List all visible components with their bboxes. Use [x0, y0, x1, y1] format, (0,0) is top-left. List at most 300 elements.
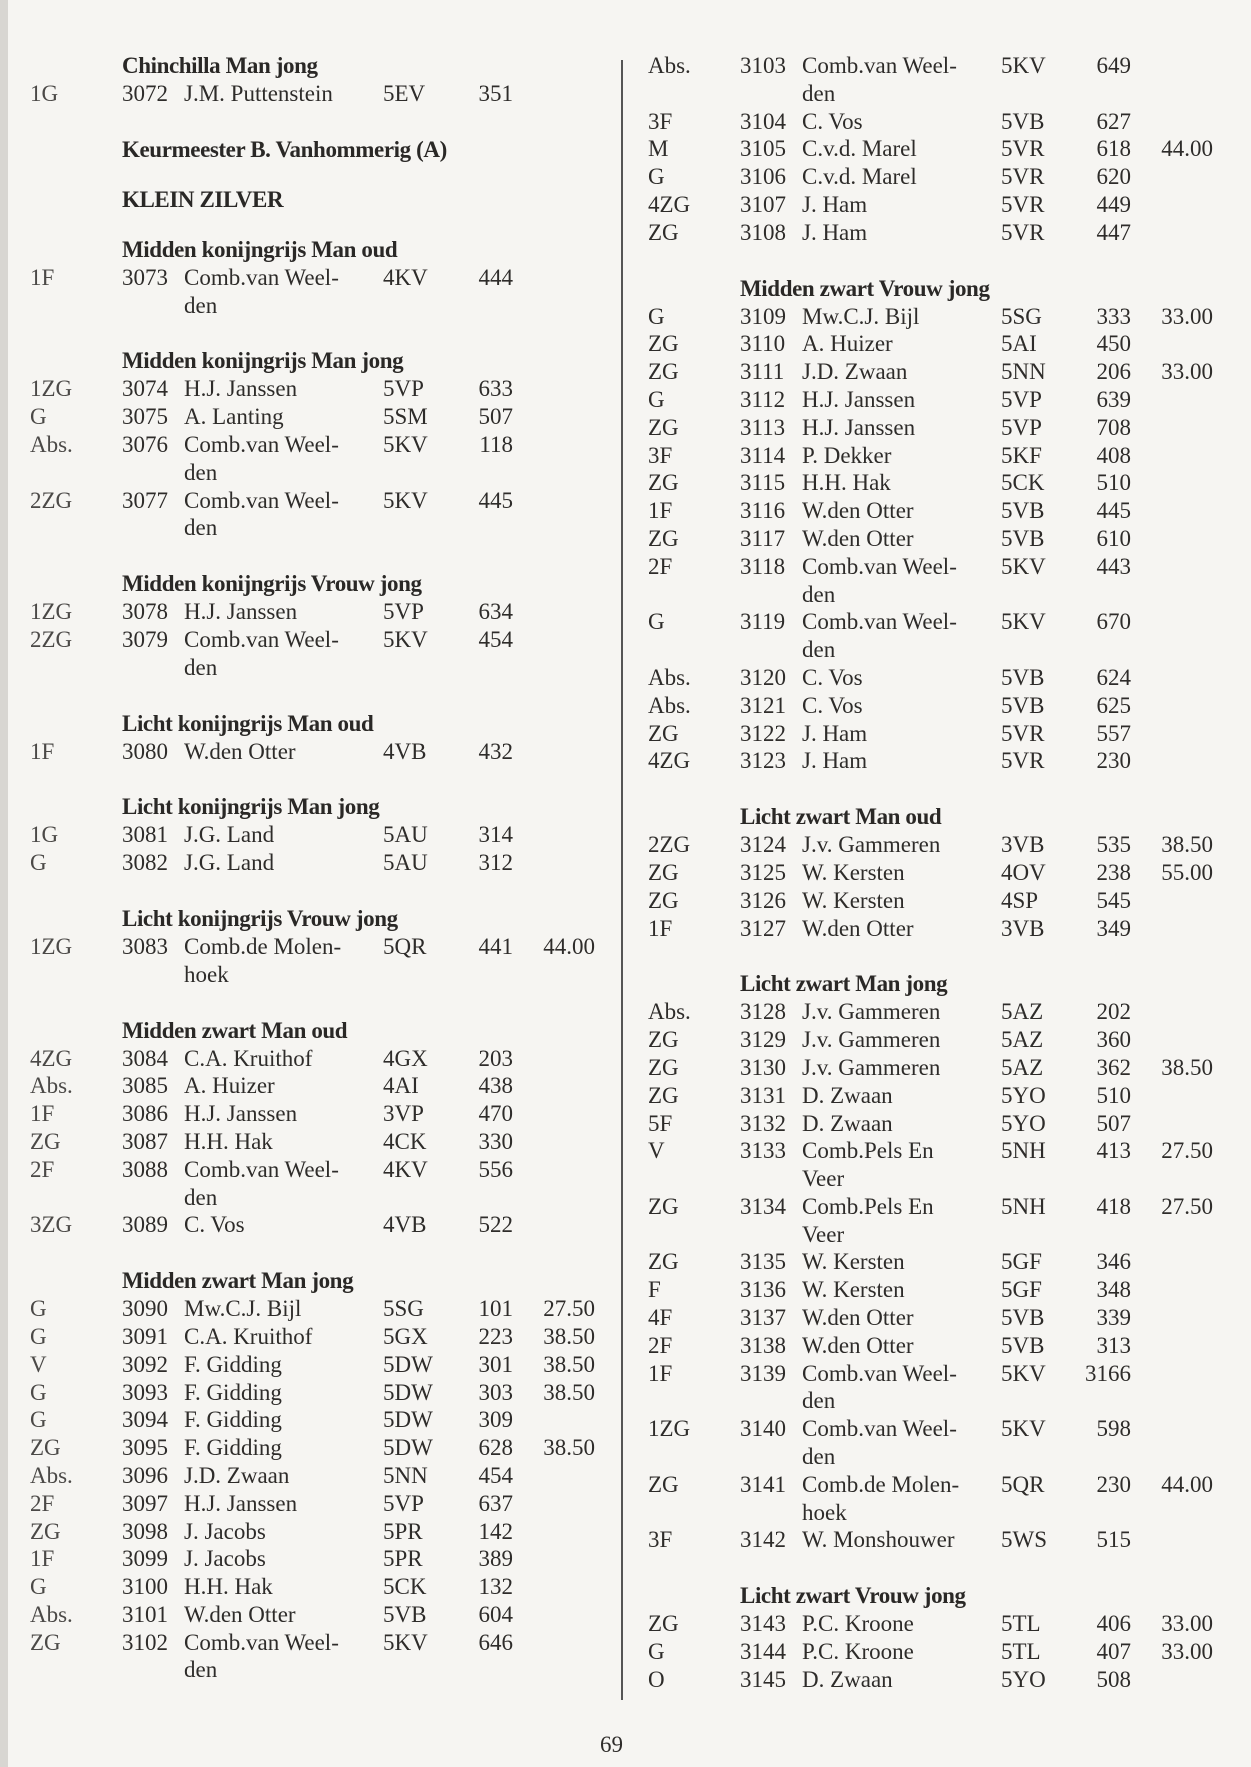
exhibitor-name-cell: Comb.de Molen-	[184, 933, 342, 959]
entry-row	[648, 191, 1238, 219]
entry-row	[648, 1193, 1238, 1221]
entry-number-cell: 3130	[740, 1054, 786, 1080]
ring-code-cell: 5DW	[383, 1435, 433, 1461]
breed-section	[648, 1582, 1238, 1693]
ring-code-cell: 5YO	[1001, 1082, 1046, 1108]
award-cell: G	[648, 303, 665, 329]
entry-number-cell: 3088	[122, 1156, 168, 1182]
price-cell	[1131, 1332, 1213, 1360]
exhibitor-name-cell: J. Ham	[802, 191, 868, 217]
entry-row	[648, 553, 1238, 581]
section-heading: Midden zwart Man oud	[122, 1017, 348, 1043]
left-column	[30, 52, 620, 1712]
entry-number-cell: 3096	[122, 1462, 168, 1488]
price-cell: 38.50	[543, 1323, 595, 1349]
cage-number-cell: 203	[478, 1045, 513, 1071]
price-cell	[1131, 1026, 1213, 1054]
entry-row	[648, 1082, 1238, 1110]
entry-row	[648, 525, 1238, 553]
award-cell: ZG	[648, 359, 679, 385]
award-cell: 1F	[30, 264, 55, 290]
ring-code-cell: 5WS	[1001, 1527, 1047, 1553]
price-cell	[1131, 414, 1213, 442]
section-heading: Midden zwart Vrouw jong	[740, 275, 990, 301]
cage-number-cell: 637	[478, 1490, 513, 1516]
entry-row	[648, 442, 1238, 470]
name-continuation: den	[802, 1444, 836, 1470]
entry-number-cell: 3145	[740, 1666, 786, 1692]
exhibitor-name-cell: J. Jacobs	[184, 1518, 266, 1544]
ring-code-cell: 5KV	[383, 431, 428, 457]
ring-code-cell: 5EV	[383, 81, 426, 106]
entry-row	[648, 887, 1238, 915]
award-cell: F	[648, 1277, 661, 1303]
exhibitor-name-cell: C. Vos	[802, 664, 863, 690]
entry-number-cell: 3138	[740, 1332, 786, 1358]
cage-number-cell: 507	[478, 404, 513, 430]
award-cell: 2ZG	[30, 626, 73, 652]
cage-number-cell: 510	[1096, 470, 1131, 496]
ring-code-cell: 5TL	[1001, 1611, 1041, 1637]
judge-title: KLEIN ZILVER	[122, 186, 284, 212]
ring-code-cell: 4SP	[1001, 887, 1039, 913]
price-cell	[1131, 163, 1213, 191]
entry-row	[648, 1415, 1238, 1443]
cage-number-cell: 535	[1096, 832, 1131, 858]
award-cell: ZG	[648, 859, 679, 885]
entry-row	[30, 1045, 620, 1073]
price-cell	[1131, 442, 1213, 470]
exhibitor-name-cell: C.A. Kruithof	[184, 1045, 313, 1071]
cage-number-cell: 346	[1096, 1249, 1131, 1275]
section-heading: Chinchilla Man jong	[122, 53, 318, 78]
cage-number-cell: 445	[1096, 498, 1131, 524]
entry-row	[648, 747, 1238, 775]
name-continuation: hoek	[802, 1499, 847, 1525]
cage-number-cell: 624	[1096, 664, 1131, 690]
section-heading: Licht zwart Man oud	[740, 804, 942, 830]
price-cell: 38.50	[543, 1435, 595, 1461]
entry-number-cell: 3094	[122, 1407, 168, 1433]
exhibitor-name-cell: J.D. Zwaan	[802, 359, 908, 385]
exhibitor-name-cell: Comb.van Weel-	[184, 431, 339, 457]
price-cell	[513, 821, 595, 849]
entry-number-cell: 3118	[740, 553, 786, 579]
entry-row	[30, 1406, 620, 1434]
judge-title: Keurmeester B. Vanhommerig (A)	[122, 136, 447, 162]
entry-row	[648, 692, 1238, 720]
exhibitor-name-cell: H.J. Janssen	[184, 1101, 298, 1127]
section-heading: Midden zwart Man jong	[122, 1268, 354, 1294]
entry-row	[648, 497, 1238, 525]
cage-number-cell: 445	[478, 487, 513, 513]
cage-number-cell: 407	[1096, 1639, 1131, 1665]
exhibitor-name-cell: D. Zwaan	[802, 1666, 893, 1692]
price-cell: 27.50	[1161, 1138, 1213, 1164]
award-cell: G	[30, 1296, 47, 1322]
ring-code-cell: 5VP	[383, 376, 424, 402]
cage-number-cell: 351	[478, 81, 513, 106]
exhibitor-name-cell: W. Monshouwer	[802, 1527, 955, 1553]
price-cell: 44.00	[1161, 1471, 1213, 1497]
name-continuation: den	[184, 292, 218, 318]
exhibitor-name-cell: H.H. Hak	[802, 470, 891, 496]
award-cell: ZG	[30, 1128, 61, 1154]
cage-number-cell: 620	[1096, 164, 1131, 190]
name-continuation: den	[802, 581, 836, 607]
entry-row	[30, 1518, 620, 1546]
award-cell: 1G	[30, 822, 59, 848]
cage-number-cell: 313	[1096, 1332, 1131, 1358]
entry-row	[648, 1360, 1238, 1388]
entry-row	[30, 1128, 620, 1156]
entry-row	[648, 386, 1238, 414]
price-cell	[513, 1406, 595, 1434]
price-cell	[513, 264, 595, 292]
price-cell	[513, 80, 595, 108]
name-continuation: den	[184, 654, 218, 680]
award-cell: ZG	[648, 470, 679, 496]
price-cell	[513, 1072, 595, 1100]
cage-number-cell: 449	[1096, 191, 1131, 217]
award-cell: G	[648, 609, 665, 635]
ring-code-cell: 5PR	[383, 1518, 423, 1544]
cage-number-cell: 454	[478, 1462, 513, 1488]
price-cell	[513, 1629, 595, 1657]
entry-number-cell: 3109	[740, 303, 786, 329]
price-cell	[513, 1045, 595, 1073]
entry-number-cell: 3085	[122, 1073, 168, 1099]
entry-number-cell: 3129	[740, 1027, 786, 1053]
award-cell: 1F	[648, 1360, 673, 1386]
ring-code-cell: 5KV	[1001, 1360, 1046, 1386]
exhibitor-name-cell: W. Kersten	[802, 859, 905, 885]
award-cell: G	[30, 1574, 47, 1600]
ring-code-cell: 5QR	[383, 933, 427, 959]
entry-row	[648, 414, 1238, 442]
ring-code-cell: 5AI	[1001, 331, 1037, 357]
entry-row	[30, 403, 620, 431]
exhibitor-name-cell: J.G. Land	[184, 822, 275, 848]
entry-number-cell: 3090	[122, 1296, 168, 1322]
name-continuation: den	[802, 1388, 836, 1414]
cage-number-cell: 454	[478, 626, 513, 652]
price-cell	[513, 738, 595, 766]
price-cell	[1131, 720, 1213, 748]
ring-code-cell: 4VB	[383, 1212, 427, 1238]
ring-code-cell: 5KF	[1001, 442, 1042, 468]
entry-number-cell: 3093	[122, 1379, 168, 1405]
award-cell: 2F	[648, 1332, 673, 1358]
ring-code-cell: 5KV	[383, 626, 428, 652]
entry-row	[648, 859, 1238, 887]
award-cell: 1F	[30, 738, 55, 764]
cage-number-cell: 633	[478, 376, 513, 402]
entry-row	[30, 1072, 620, 1100]
cage-number-cell: 339	[1096, 1305, 1131, 1331]
exhibitor-name-cell: W. Kersten	[802, 887, 905, 913]
award-cell: 4ZG	[30, 1045, 73, 1071]
award-cell: 1G	[30, 81, 59, 106]
entry-row	[648, 1026, 1238, 1054]
entry-number-cell: 3113	[740, 414, 786, 440]
ring-code-cell: 5VB	[383, 1601, 427, 1627]
entry-row	[648, 135, 1238, 163]
exhibitor-name-cell: Comb.Pels En	[802, 1193, 934, 1219]
right-column	[648, 52, 1238, 1722]
award-cell: Abs.	[30, 1601, 73, 1627]
cage-number-cell: 333	[1096, 303, 1131, 329]
price-cell	[513, 1128, 595, 1156]
name-continuation: den	[184, 1657, 218, 1683]
entry-number-cell: 3091	[122, 1323, 168, 1349]
exhibitor-name-cell: Comb.van Weel-	[184, 487, 339, 513]
price-cell	[513, 1211, 595, 1239]
award-cell: G	[30, 1323, 47, 1349]
cage-number-cell: 610	[1096, 525, 1131, 551]
award-cell: 5F	[648, 1110, 673, 1136]
entry-number-cell: 3100	[122, 1574, 168, 1600]
price-cell	[513, 403, 595, 431]
cage-number-cell: 522	[478, 1212, 513, 1238]
breed-section	[30, 1017, 620, 1240]
exhibitor-name-cell: J.v. Gammeren	[802, 1054, 941, 1080]
entry-row	[30, 1295, 620, 1323]
entry-number-cell: 3103	[740, 53, 786, 78]
entry-number-cell: 3126	[740, 887, 786, 913]
cage-number-cell: 444	[478, 264, 513, 290]
entry-number-cell: 3082	[122, 850, 168, 876]
award-cell: Abs.	[648, 664, 691, 690]
award-cell: V	[648, 1138, 665, 1164]
award-cell: Abs.	[30, 431, 73, 457]
entry-row	[648, 1248, 1238, 1276]
price-cell: 38.50	[1161, 832, 1213, 858]
entry-number-cell: 3122	[740, 720, 786, 746]
entry-row	[30, 1545, 620, 1573]
ring-code-cell: 5VB	[1001, 664, 1045, 690]
entry-number-cell: 3076	[122, 431, 168, 457]
exhibitor-name-cell: P. Dekker	[802, 442, 892, 468]
exhibitor-name-cell: J.v. Gammeren	[802, 999, 941, 1025]
entry-row	[30, 1351, 620, 1379]
exhibitor-name-cell: C. Vos	[184, 1212, 245, 1238]
exhibitor-name-cell: H.J. Janssen	[184, 599, 298, 625]
ring-code-cell: 5NN	[383, 1462, 428, 1488]
price-cell	[1131, 1526, 1213, 1554]
entry-row	[648, 1304, 1238, 1332]
price-cell: 33.00	[1161, 359, 1213, 385]
entry-number-cell: 3106	[740, 164, 786, 190]
entry-number-cell: 3144	[740, 1639, 786, 1665]
exhibitor-name-cell: A. Huizer	[184, 1073, 275, 1099]
entry-number-cell: 3087	[122, 1128, 168, 1154]
ring-code-cell: 5NH	[1001, 1193, 1046, 1219]
ring-code-cell: 5YO	[1001, 1110, 1046, 1136]
cage-number-cell: 627	[1096, 108, 1131, 134]
award-cell: Abs.	[648, 53, 691, 78]
ring-code-cell: 5DW	[383, 1407, 433, 1433]
award-cell: 2ZG	[648, 832, 691, 858]
entry-row	[30, 1573, 620, 1601]
entry-row	[648, 52, 1238, 80]
exhibitor-name-cell: C.A. Kruithof	[184, 1323, 313, 1349]
price-cell: 38.50	[543, 1351, 595, 1377]
entry-row	[648, 1471, 1238, 1499]
exhibitor-name-cell: W. Kersten	[802, 1277, 905, 1303]
cage-number-cell: 3166	[1085, 1360, 1131, 1386]
exhibitor-name-cell: W. Kersten	[802, 1249, 905, 1275]
entry-number-cell: 3107	[740, 191, 786, 217]
entry-row	[30, 487, 620, 515]
ring-code-cell: 5TL	[1001, 1639, 1041, 1665]
breed-section	[30, 793, 620, 877]
price-cell	[1131, 525, 1213, 553]
ring-code-cell: 4CK	[383, 1128, 427, 1154]
cage-number-cell: 101	[478, 1296, 513, 1322]
entry-number-cell: 3075	[122, 404, 168, 430]
award-cell: G	[648, 164, 665, 190]
entry-row	[648, 219, 1238, 247]
exhibitor-name-cell: Comb.van Weel-	[802, 609, 957, 635]
entry-row	[30, 821, 620, 849]
award-cell: V	[30, 1351, 47, 1377]
exhibitor-name-cell: A. Lanting	[184, 404, 284, 430]
entry-row	[648, 1054, 1238, 1082]
exhibitor-name-cell: W.den Otter	[802, 525, 914, 551]
price-cell: 33.00	[1161, 303, 1213, 329]
entry-row	[30, 626, 620, 654]
exhibitor-name-cell: Comb.van Weel-	[184, 626, 339, 652]
award-cell: 1ZG	[30, 599, 73, 625]
ring-code-cell: 5SM	[383, 404, 428, 430]
entry-row	[648, 831, 1238, 859]
exhibitor-name-cell: J.M. Puttenstein	[184, 81, 333, 106]
exhibitor-name-cell: J. Ham	[802, 748, 868, 774]
breed-section	[648, 52, 1238, 247]
section-heading: Midden konijngrijs Man jong	[122, 348, 404, 374]
ring-code-cell: 5VB	[1001, 1332, 1045, 1358]
award-cell: G	[30, 850, 47, 876]
entry-number-cell: 3139	[740, 1360, 786, 1386]
entry-number-cell: 3125	[740, 859, 786, 885]
price-cell: 44.00	[1161, 136, 1213, 162]
ring-code-cell: 5CK	[383, 1574, 427, 1600]
entry-number-cell: 3098	[122, 1518, 168, 1544]
entry-row	[30, 1490, 620, 1518]
entry-row	[30, 1629, 620, 1657]
entry-number-cell: 3099	[122, 1546, 168, 1572]
price-cell	[513, 1545, 595, 1573]
breed-section	[30, 570, 620, 681]
entry-row	[30, 1462, 620, 1490]
entry-number-cell: 3127	[740, 915, 786, 941]
price-cell	[1131, 887, 1213, 915]
entry-row	[648, 108, 1238, 136]
entry-row	[648, 720, 1238, 748]
ring-code-cell: 4KV	[383, 1156, 428, 1182]
exhibitor-name-cell: J.v. Gammeren	[802, 832, 941, 858]
ring-code-cell: 5AZ	[1001, 1054, 1044, 1080]
entry-number-cell: 3137	[740, 1305, 786, 1331]
section-heading: Midden konijngrijs Vrouw jong	[122, 571, 422, 597]
price-cell	[513, 1156, 595, 1184]
entry-row	[30, 933, 620, 961]
award-cell: ZG	[648, 1471, 679, 1497]
ring-code-cell: 5SG	[1001, 303, 1042, 329]
column-divider	[621, 60, 623, 1700]
entry-row	[30, 80, 620, 108]
entry-number-cell: 3086	[122, 1101, 168, 1127]
award-cell: Abs.	[30, 1462, 73, 1488]
ring-code-cell: 5VB	[1001, 108, 1045, 134]
entry-row	[30, 431, 620, 459]
award-cell: M	[648, 136, 669, 162]
exhibitor-name-cell: Mw.C.J. Bijl	[802, 303, 920, 329]
exhibitor-name-cell: W.den Otter	[802, 498, 914, 524]
name-continuation: hoek	[184, 961, 229, 987]
exhibitor-name-cell: J. Ham	[802, 219, 868, 245]
entry-number-cell: 3135	[740, 1249, 786, 1275]
entry-number-cell: 3140	[740, 1416, 786, 1442]
breed-section	[30, 347, 620, 542]
award-cell: G	[648, 1639, 665, 1665]
award-cell: G	[648, 386, 665, 412]
exhibitor-name-cell: J.v. Gammeren	[802, 1027, 941, 1053]
award-cell: 4ZG	[648, 748, 691, 774]
exhibitor-name-cell: Comb.van Weel-	[184, 1156, 339, 1182]
award-cell: ZG	[648, 1193, 679, 1219]
price-cell	[1131, 998, 1213, 1026]
entry-row	[648, 469, 1238, 497]
entry-row	[648, 1526, 1238, 1554]
entry-number-cell: 3095	[122, 1435, 168, 1461]
ring-code-cell: 5QR	[1001, 1471, 1045, 1497]
price-cell: 38.50	[1161, 1054, 1213, 1080]
price-cell: 44.00	[543, 933, 595, 959]
price-cell	[1131, 553, 1213, 581]
entry-number-cell: 3116	[740, 498, 786, 524]
award-cell: ZG	[648, 1027, 679, 1053]
ring-code-cell: 4AI	[383, 1073, 419, 1099]
cage-number-cell: 360	[1096, 1027, 1131, 1053]
price-cell	[513, 1518, 595, 1546]
price-cell: 27.50	[1161, 1193, 1213, 1219]
award-cell: 2ZG	[30, 487, 73, 513]
cage-number-cell: 301	[478, 1351, 513, 1377]
award-cell: 2F	[30, 1490, 55, 1516]
ring-code-cell: 5KV	[383, 1629, 428, 1655]
exhibitor-name-cell: J. Jacobs	[184, 1546, 266, 1572]
ring-code-cell: 5GX	[383, 1323, 428, 1349]
cage-number-cell: 708	[1096, 414, 1131, 440]
cage-number-cell: 202	[1096, 999, 1131, 1025]
ring-code-cell: 5VB	[1001, 692, 1045, 718]
cage-number-cell: 598	[1096, 1416, 1131, 1442]
entry-number-cell: 3073	[122, 264, 168, 290]
cage-number-cell: 142	[478, 1518, 513, 1544]
cage-number-cell: 557	[1096, 720, 1131, 746]
award-cell: 1F	[30, 1101, 55, 1127]
entry-number-cell: 3117	[740, 525, 786, 551]
exhibitor-name-cell: H.H. Hak	[184, 1574, 273, 1600]
exhibitor-name-cell: P.C. Kroone	[802, 1611, 914, 1637]
ring-code-cell: 5VP	[1001, 386, 1042, 412]
ring-code-cell: 5AZ	[1001, 999, 1044, 1025]
price-cell	[1131, 1082, 1213, 1110]
entry-number-cell: 3128	[740, 999, 786, 1025]
name-continuation: Veer	[802, 1221, 845, 1247]
